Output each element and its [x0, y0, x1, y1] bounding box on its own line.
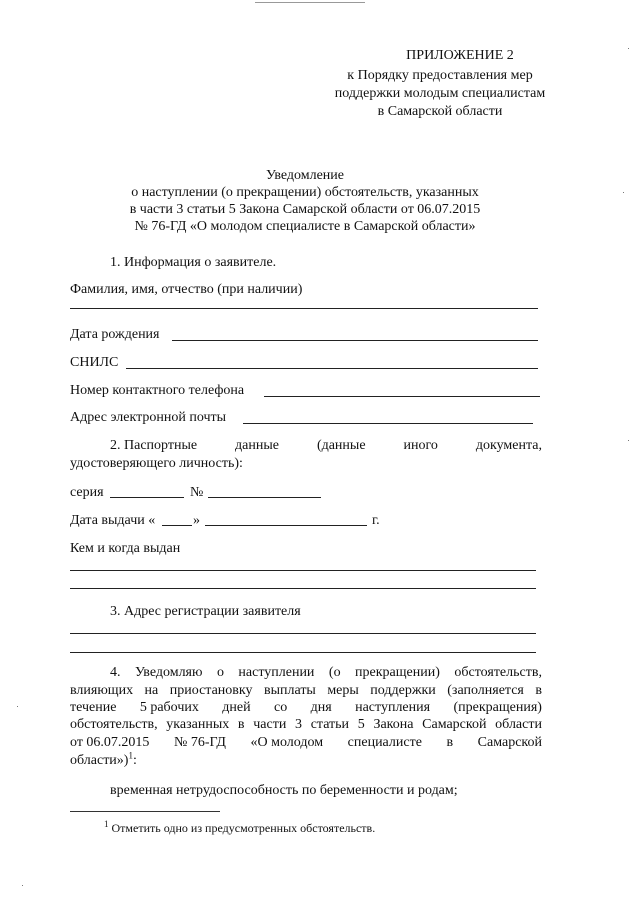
- footnote-mark: 1: [104, 819, 109, 829]
- section-4-word: статьи: [310, 717, 350, 732]
- section-4-word: специалисте: [347, 735, 422, 750]
- section-2-word: (данные: [316, 438, 366, 453]
- appendix-line-1: к Порядку предоставления мер: [347, 68, 533, 83]
- snils-label: СНИЛС: [70, 355, 119, 370]
- section-4-word: № 76-ГД: [174, 735, 226, 750]
- scan-speck: [17, 706, 18, 707]
- footnote-reference: 1: [128, 750, 133, 761]
- email-label: Адрес электронной почты: [70, 410, 227, 425]
- issue-day-field-line[interactable]: [162, 525, 192, 526]
- appendix-title: ПРИЛОЖЕНИЕ 2: [406, 48, 514, 63]
- section-4-word: Самарской: [477, 735, 542, 750]
- birth-date-field-line[interactable]: [172, 340, 538, 341]
- section-4-word: выплаты: [263, 683, 316, 698]
- issued-by-field-line-1[interactable]: [70, 570, 536, 571]
- section-4-word: течение: [70, 700, 117, 715]
- section-4-word: в: [535, 683, 542, 698]
- section-4-word: влияющих: [70, 683, 134, 698]
- section-4-word: на: [144, 683, 159, 698]
- section-4-word: 5 рабочих: [139, 700, 199, 715]
- section-4-word: поддержки: [370, 683, 436, 698]
- section-4-word: 5: [357, 717, 365, 732]
- section-4-word: в: [237, 717, 245, 732]
- appendix-line-3: в Самарской области: [377, 104, 503, 119]
- footnote: [104, 820, 375, 837]
- section-2-word: 2. Паспортные: [110, 438, 198, 453]
- section-4-word: наступлении: [238, 665, 315, 680]
- section-4-line-1: [110, 664, 542, 681]
- fio-field-line[interactable]: [70, 308, 538, 309]
- circumstance-option-maternity[interactable]: временная нетрудоспособность по беременности и родам;: [110, 783, 458, 798]
- issue-date-quote: »: [193, 513, 200, 528]
- address-field-line-1[interactable]: [70, 633, 536, 634]
- section-4-word: области: [495, 717, 542, 732]
- document-subtitle-2: в части 3 статьи 5 Закона Самарской области от 06.07.2015: [129, 202, 481, 217]
- passport-number-label: №: [190, 485, 204, 500]
- section-4-word: меры: [327, 683, 359, 698]
- section-4-word: от 06.07.2015: [70, 735, 150, 750]
- section-4-word: Закона: [373, 717, 414, 732]
- section-4-word: в: [446, 735, 454, 750]
- section-4-line-5: [70, 734, 542, 751]
- section-2-word: иного: [403, 438, 438, 453]
- section-4-word: со: [274, 700, 288, 715]
- section-4-word: (о: [328, 665, 341, 680]
- scan-speck: [628, 440, 629, 441]
- section-4-word: «О молодом: [250, 735, 324, 750]
- scan-speck: [22, 885, 23, 886]
- section-4-line-4: [70, 716, 542, 733]
- section-4-word: обстоятельств,: [454, 665, 542, 680]
- year-suffix: г.: [372, 513, 380, 528]
- section-2-word: данные: [235, 438, 279, 453]
- document-subtitle-3: № 76-ГД «О молодом специалисте в Самарской области»: [134, 219, 476, 234]
- section-4-word: дня: [310, 700, 332, 715]
- section-4-word: части: [253, 717, 287, 732]
- phone-label: Номер контактного телефона: [70, 383, 245, 398]
- section-4-line-2: [70, 682, 542, 699]
- section-3-title: 3. Адрес регистрации заявителя: [110, 604, 301, 619]
- footnote-text: Отметить одно из предусмотренных обстоятельств.: [108, 821, 376, 835]
- section-4-word: Уведомляю: [134, 665, 203, 680]
- section-1-title: 1. Информация о заявителе.: [110, 255, 277, 270]
- section-4-word: дней: [222, 700, 251, 715]
- section-4-line-3: [70, 699, 542, 716]
- section-4-word: приостановку: [169, 683, 253, 698]
- document-subtitle-1: о наступлении (о прекращении) обстоятельств, указанных: [131, 185, 479, 200]
- section-4-line-6-colon: :: [132, 753, 137, 768]
- fio-label: Фамилия, имя, отчество (при наличии): [70, 282, 303, 297]
- birth-date-label: Дата рождения: [70, 327, 160, 342]
- snils-field-line[interactable]: [126, 368, 538, 369]
- series-label: серия: [70, 485, 104, 500]
- section-4-word: (прекращения): [453, 700, 542, 715]
- section-2-word: документа,: [475, 438, 542, 453]
- section-4-word: Самарской: [422, 717, 487, 732]
- issued-by-field-line-2[interactable]: [70, 588, 536, 589]
- phone-field-line[interactable]: [264, 396, 540, 397]
- section-4-line-6: [70, 752, 137, 769]
- section-4-word: 4.: [110, 665, 121, 680]
- email-field-line[interactable]: [243, 423, 533, 424]
- issue-month-field-line[interactable]: [205, 525, 367, 526]
- scan-speck: [623, 192, 624, 193]
- section-4-word: (заполняется: [447, 683, 524, 698]
- section-4-line-6-text: области»): [70, 753, 129, 768]
- section-4-word: о: [216, 665, 224, 680]
- section-4-word: наступления: [355, 700, 431, 715]
- section-4-word: обстоятельств,: [70, 717, 158, 732]
- document-title: Уведомление: [265, 168, 344, 183]
- footnote-separator: [70, 811, 220, 812]
- section-2-line-2: удостоверяющего личность):: [70, 456, 243, 471]
- appendix-line-2: поддержки молодым специалистам: [334, 86, 546, 101]
- section-4-word: 3: [295, 717, 303, 732]
- top-edge-mark: [255, 2, 365, 3]
- series-field-line[interactable]: [110, 497, 184, 498]
- passport-number-field-line[interactable]: [208, 497, 321, 498]
- issued-by-label: Кем и когда выдан: [70, 541, 181, 556]
- section-4-word: прекращении): [355, 665, 440, 680]
- section-2-line-1: [110, 437, 542, 454]
- section-4-word: указанных: [166, 717, 230, 732]
- scan-speck: [628, 48, 629, 49]
- issue-date-label: Дата выдачи «: [70, 513, 156, 528]
- address-field-line-2[interactable]: [70, 652, 536, 653]
